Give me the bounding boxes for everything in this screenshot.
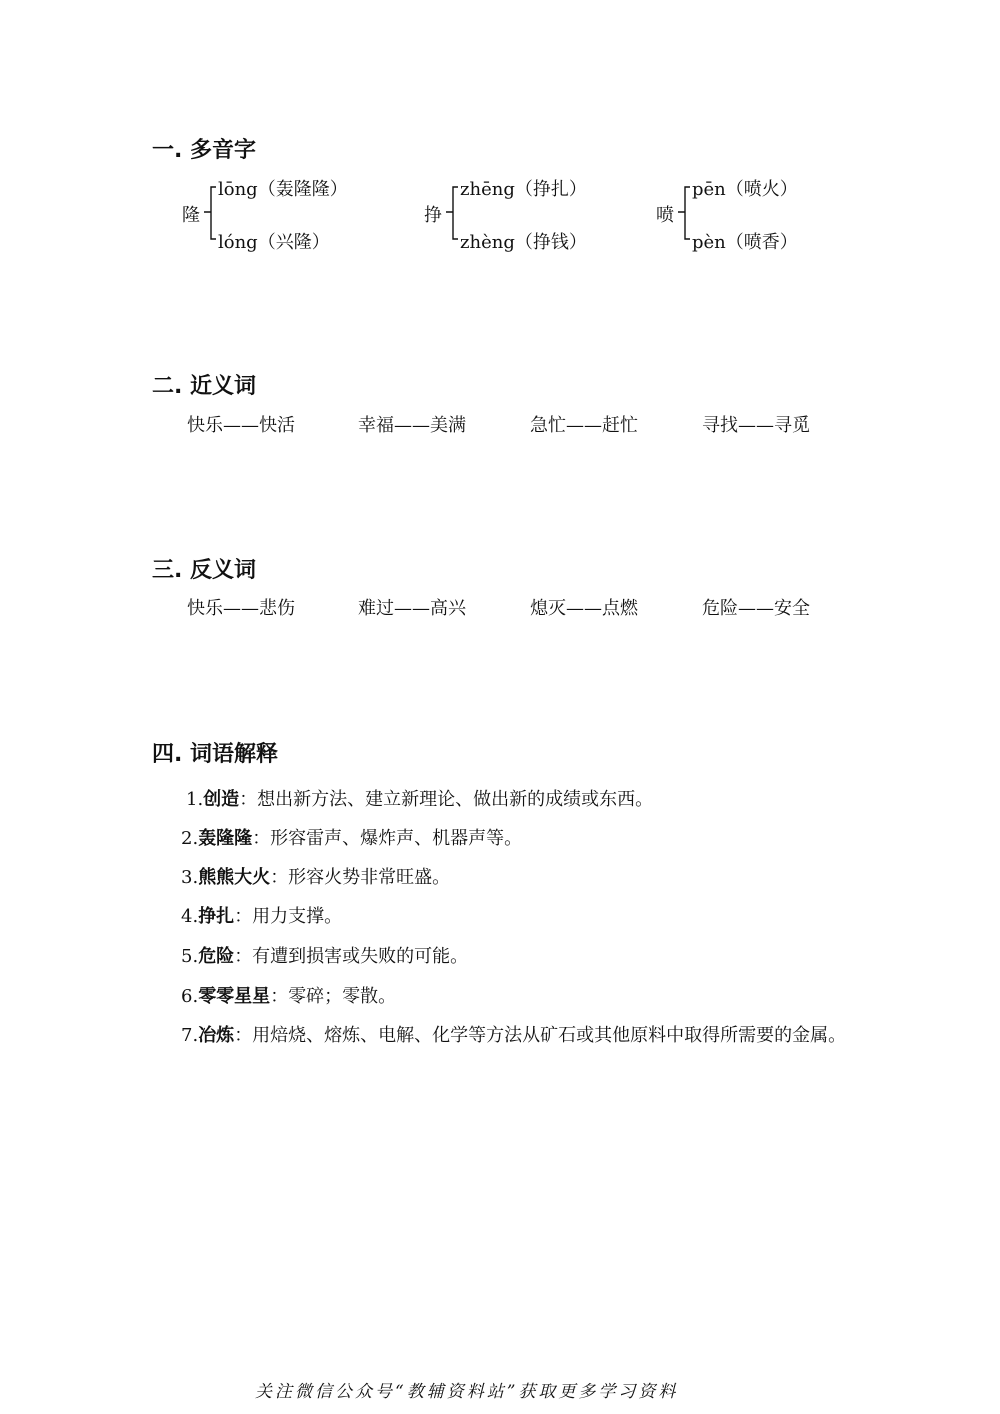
synonym-pair: 快乐——快活 [187,415,295,436]
pronunciation-bottom: lóng（兴隆） [218,232,330,253]
polyphonic-char: 隆 [182,205,200,226]
item-term: 零零星星 [198,986,271,1007]
definition-item [181,863,450,889]
brace-icon [677,186,691,240]
item-number: 5. [181,946,199,967]
item-definition: ：想出新方法、建立新理论、做出新的成绩或东西。 [239,789,654,810]
item-definition: ：有遭到损害或失败的可能。 [234,946,469,967]
item-term: 创造 [203,789,240,810]
antonym-pair: 危险——安全 [702,598,810,619]
synonym-pair: 急忙——赶忙 [530,415,638,436]
item-term: 冶炼 [198,1025,235,1046]
definition-item [181,902,342,928]
pronunciation-top: pēn（喷火） [692,179,798,200]
item-number: 7. [181,1025,199,1046]
section-title-synonyms: 二. 近义词 [152,374,257,399]
item-definition: ：零碎；零散。 [270,986,397,1007]
footer-note: 关注微信公众号“教辅资料站”获取更多学习资料 [255,1382,679,1402]
antonym-pair: 难过——高兴 [358,598,466,619]
antonym-pair: 熄灭——点燃 [530,598,638,619]
item-term: 危险 [198,946,235,967]
definition-item [181,824,522,850]
synonym-pair: 幸福——美满 [358,415,466,436]
item-number: 1. [186,789,204,810]
antonym-pair: 快乐——悲伤 [187,598,295,619]
definition-item [186,785,653,811]
definition-item [181,942,468,968]
item-definition: ：形容火势非常旺盛。 [270,867,451,888]
pronunciation-top: lōng（轰隆隆） [218,179,348,200]
brace-icon [445,186,459,240]
brace-icon [203,186,217,240]
item-term: 挣扎 [198,906,235,927]
item-number: 3. [181,867,199,888]
section-title-antonyms: 三. 反义词 [152,558,257,583]
item-definition: ：用焙烧、熔炼、电解、化学等方法从矿石或其他原料中取得所需要的金属。 [234,1025,847,1046]
item-number: 6. [181,986,199,1007]
section-title-polyphonic: 一. 多音字 [152,138,257,163]
pronunciation-bottom: pèn（喷香） [692,232,798,253]
definition-item [181,982,396,1008]
item-term: 轰隆隆 [198,828,253,849]
synonym-pair: 寻找——寻觅 [702,415,810,436]
item-definition: ：形容雷声、爆炸声、机器声等。 [252,828,523,849]
pronunciation-bottom: zhèng（挣钱） [460,232,587,253]
item-definition: ：用力支撑。 [234,906,343,927]
definition-item [181,1021,846,1047]
item-number: 2. [181,828,199,849]
pronunciation-top: zhēng（挣扎） [460,179,587,200]
section-title-definitions: 四. 词语解释 [152,742,279,767]
polyphonic-char: 挣 [424,205,442,226]
item-number: 4. [181,906,199,927]
polyphonic-char: 喷 [656,205,674,226]
item-term: 熊熊大火 [198,867,271,888]
